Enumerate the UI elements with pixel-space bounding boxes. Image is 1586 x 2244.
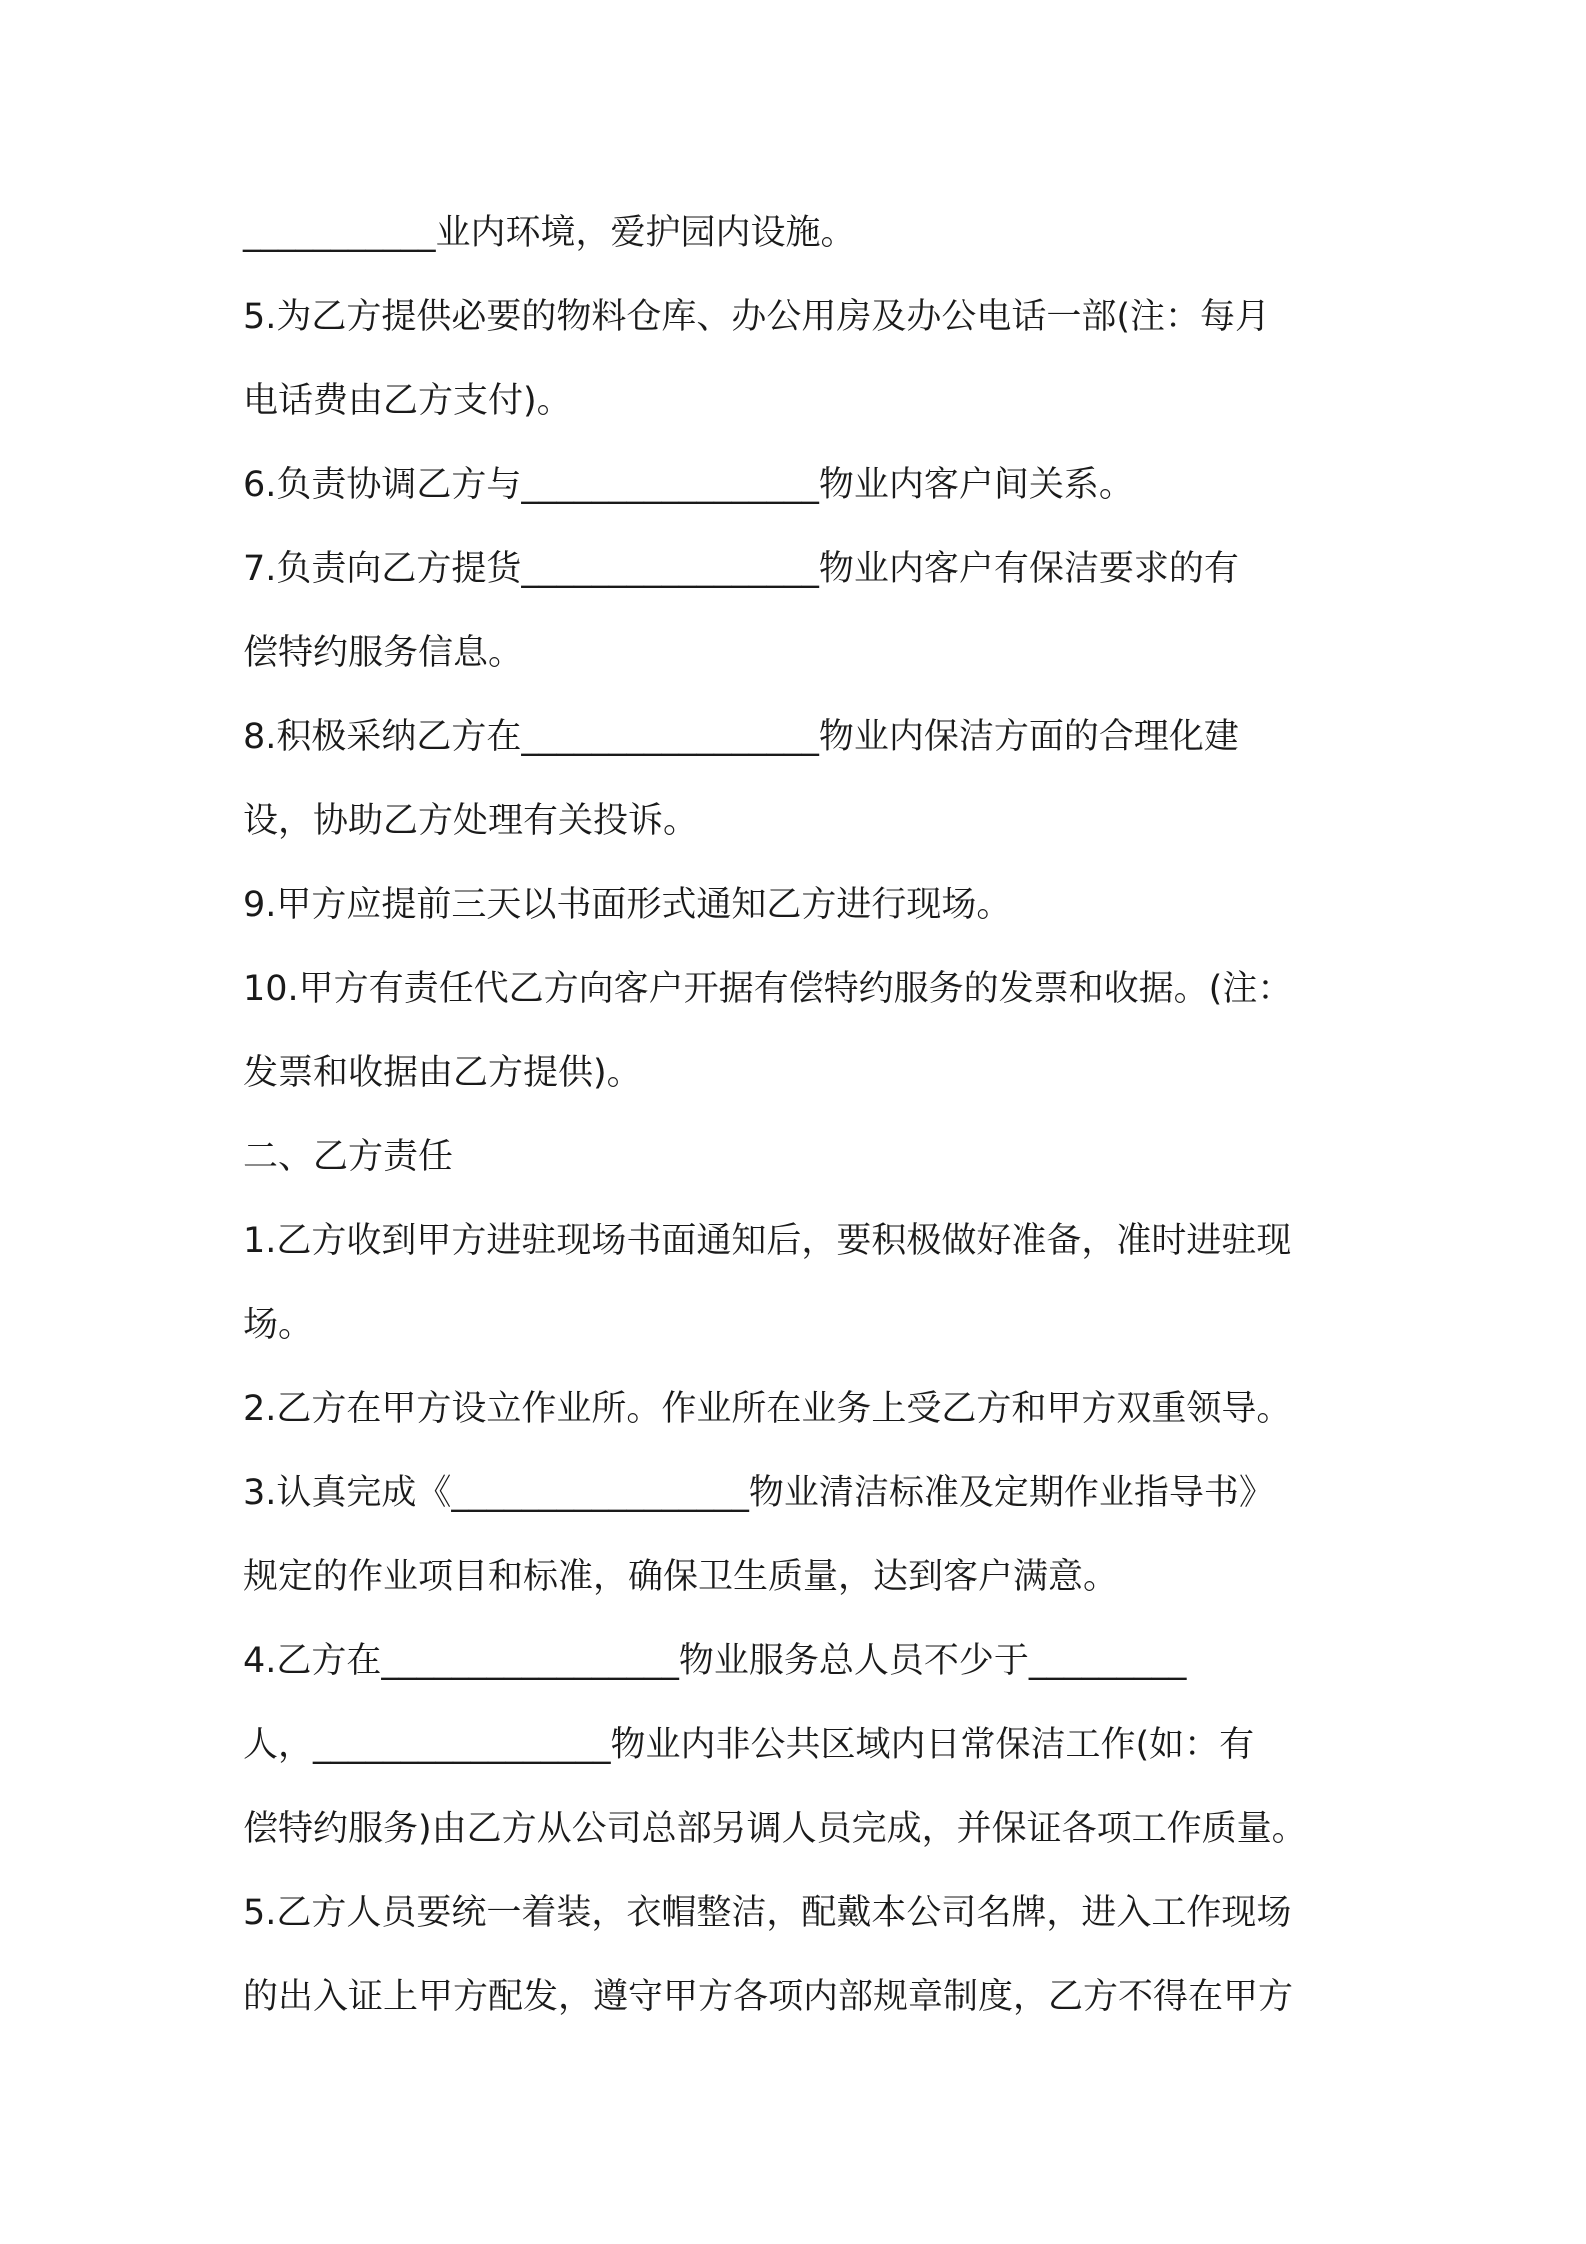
text-line: 6.负责协调乙方与_________________物业内客户间关系。	[243, 465, 1134, 505]
text-line: 偿特约服务信息。	[243, 633, 524, 673]
text-line: 2.乙方在甲方设立作业所。作业所在业务上受乙方和甲方双重领导。	[243, 1389, 1292, 1429]
text-line: 3.认真完成《_________________物业清洁标准及定期作业指导书》	[243, 1473, 1274, 1513]
text-line: 设，协助乙方处理有关投诉。	[243, 801, 699, 841]
text-line: 9.甲方应提前三天以书面形式通知乙方进行现场。	[243, 885, 1012, 925]
text-line: 5.乙方人员要统一着装，衣帽整洁，配戴本公司名牌，进入工作现场	[243, 1893, 1292, 1933]
document-body	[243, 191, 1373, 2039]
text-line: 4.乙方在_________________物业服务总人员不少于_________	[243, 1641, 1187, 1681]
text-line: 偿特约服务)由乙方从公司总部另调人员完成，并保证各项工作质量。	[243, 1809, 1307, 1849]
text-line: 8.积极采纳乙方在_________________物业内保洁方面的合理化建	[243, 717, 1239, 757]
text-line: 电话费由乙方支付)。	[243, 381, 572, 421]
section-heading: 二、乙方责任	[243, 1137, 454, 1177]
text-line: 人，_________________物业内非公共区域内日常保洁工作(如：有	[243, 1725, 1255, 1765]
text-line: 场。	[243, 1305, 314, 1345]
text-line: 发票和收据由乙方提供)。	[243, 1053, 642, 1093]
text-line: 的出入证上甲方配发，遵守甲方各项内部规章制度，乙方不得在甲方	[243, 1977, 1294, 2017]
text-line: 7.负责向乙方提货_________________物业内客户有保洁要求的有	[243, 549, 1239, 589]
text-line: 5.为乙方提供必要的物料仓库、办公用房及办公电话一部(注：每月	[243, 297, 1271, 337]
text-line: ___________业内环境，爱护园内设施。	[243, 213, 856, 253]
text-line: 规定的作业项目和标准，确保卫生质量，达到客户满意。	[243, 1557, 1119, 1597]
text-line: 1.乙方收到甲方进驻现场书面通知后，要积极做好准备，准时进驻现	[243, 1221, 1292, 1261]
text-line: 10.甲方有责任代乙方向客户开据有偿特约服务的发票和收据。(注：	[243, 969, 1293, 1009]
